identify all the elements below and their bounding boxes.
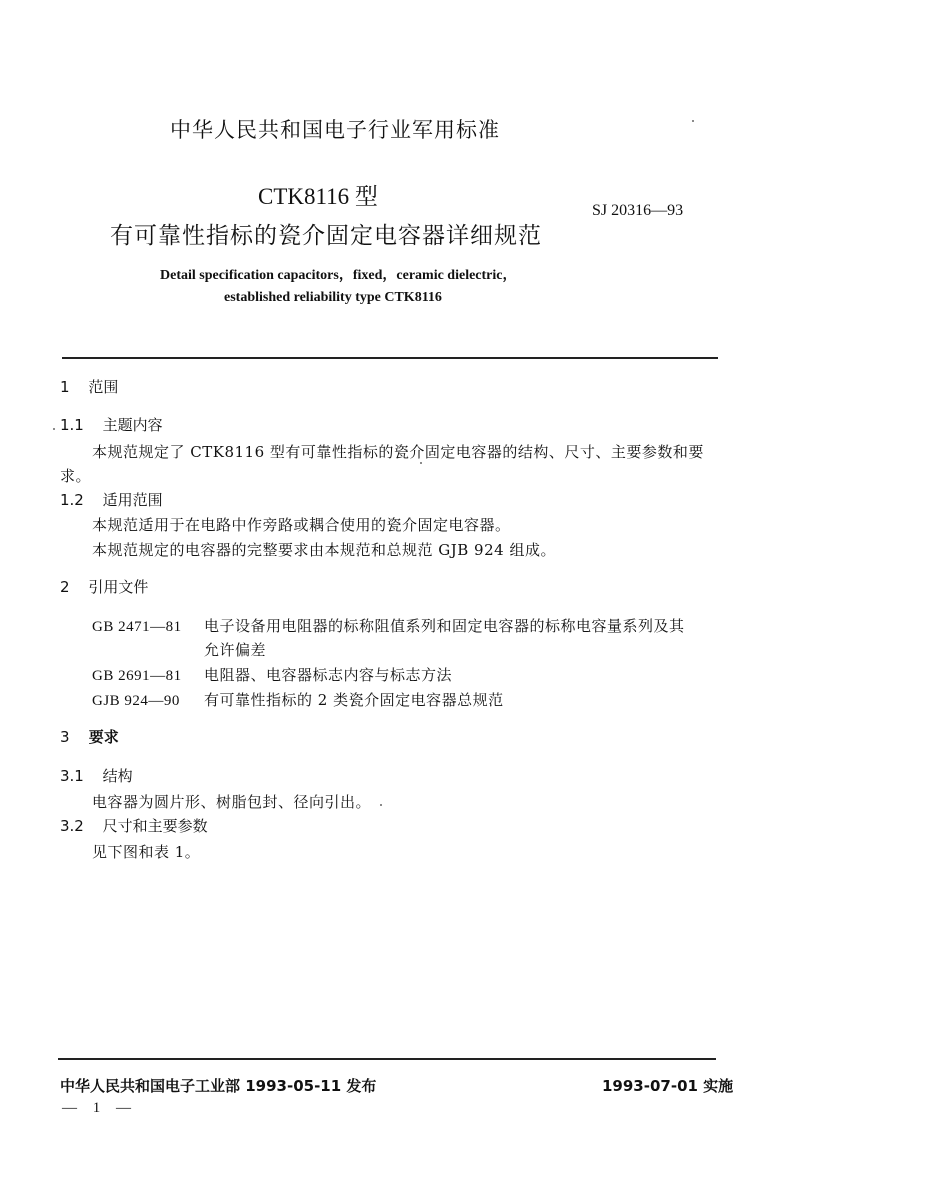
reference-code: GJB 924—90 (92, 693, 180, 709)
section-number: 3.2 (60, 817, 84, 835)
section-number: 3.1 (60, 767, 84, 785)
paragraph: 本规范规定了 CTK8116 型有可靠性指标的瓷介固定电容器的结构、尺寸、主要参数和要 (92, 443, 704, 461)
reference-title: 电阻器、电容器标志内容与标志方法 (204, 666, 453, 684)
section-number: 1.1 (60, 416, 84, 434)
section-title: 要求 (88, 728, 119, 746)
section-title: 范围 (88, 378, 119, 396)
paragraph-continuation: 求。 (60, 467, 92, 485)
reference-code: GB 2691—81 (92, 668, 182, 684)
section-title: 结构 (102, 767, 133, 785)
reference-item (92, 689, 504, 710)
effective-date: 1993-07-01 实施 (602, 1077, 734, 1095)
issuer-line: 中华人民共和国电子工业部 1993-05-11 发布 (60, 1077, 377, 1095)
section-1-1-heading (60, 414, 163, 435)
reference-title-continuation: 允许偏差 (204, 641, 267, 659)
footer-divider (58, 1058, 716, 1060)
reference-title: 有可靠性指标的 2 类瓷介固定电容器总规范 (204, 691, 504, 709)
scan-speck (692, 120, 694, 122)
section-title: 主题内容 (102, 416, 163, 434)
reference-item (92, 615, 685, 636)
section-1-2-heading (60, 489, 163, 510)
paragraph: 本规范规定的电容器的完整要求由本规范和总规范 GJB 924 组成。 (92, 541, 556, 559)
section-title: 引用文件 (88, 578, 149, 596)
section-number: 1.2 (60, 491, 84, 509)
scan-speck (53, 428, 55, 430)
section-title: 尺寸和主要参数 (102, 817, 208, 835)
page-number: — 1 — (62, 1100, 137, 1116)
standard-number: SJ 20316—93 (592, 202, 684, 219)
agency-title: 中华人民共和国电子行业军用标准 (170, 118, 500, 142)
header-divider (62, 357, 718, 359)
paragraph: 电容器为圆片形、树脂包封、径向引出。 (92, 793, 372, 811)
section-title: 适用范围 (102, 491, 163, 509)
reference-title: 电子设备用电阻器的标称阻值系列和固定电容器的标称电容量系列及其 (204, 617, 685, 635)
english-title-line-2: established reliability type CTK8116 (224, 290, 442, 305)
section-2-heading (60, 576, 148, 597)
section-1-heading (60, 376, 118, 397)
reference-item (92, 664, 452, 685)
document-title: 有可靠性指标的瓷介固定电容器详细规范 (110, 223, 542, 249)
section-number: 3 (60, 728, 70, 746)
scan-speck (380, 804, 382, 806)
paragraph: 见下图和表 1。 (92, 843, 201, 861)
model-line: CTK8116 型 (258, 184, 378, 209)
section-number: 1 (60, 378, 70, 396)
paragraph: 本规范适用于在电路中作旁路或耦合使用的瓷介固定电容器。 (92, 516, 511, 534)
scan-speck (420, 462, 422, 464)
section-3-2-heading (60, 815, 208, 836)
section-number: 2 (60, 578, 70, 596)
section-3-heading (60, 726, 119, 747)
english-title-line-1: Detail specification capacitors，fixed，ceramic dielectric， (160, 268, 517, 283)
reference-code: GB 2471—81 (92, 619, 182, 635)
section-3-1-heading (60, 765, 133, 786)
